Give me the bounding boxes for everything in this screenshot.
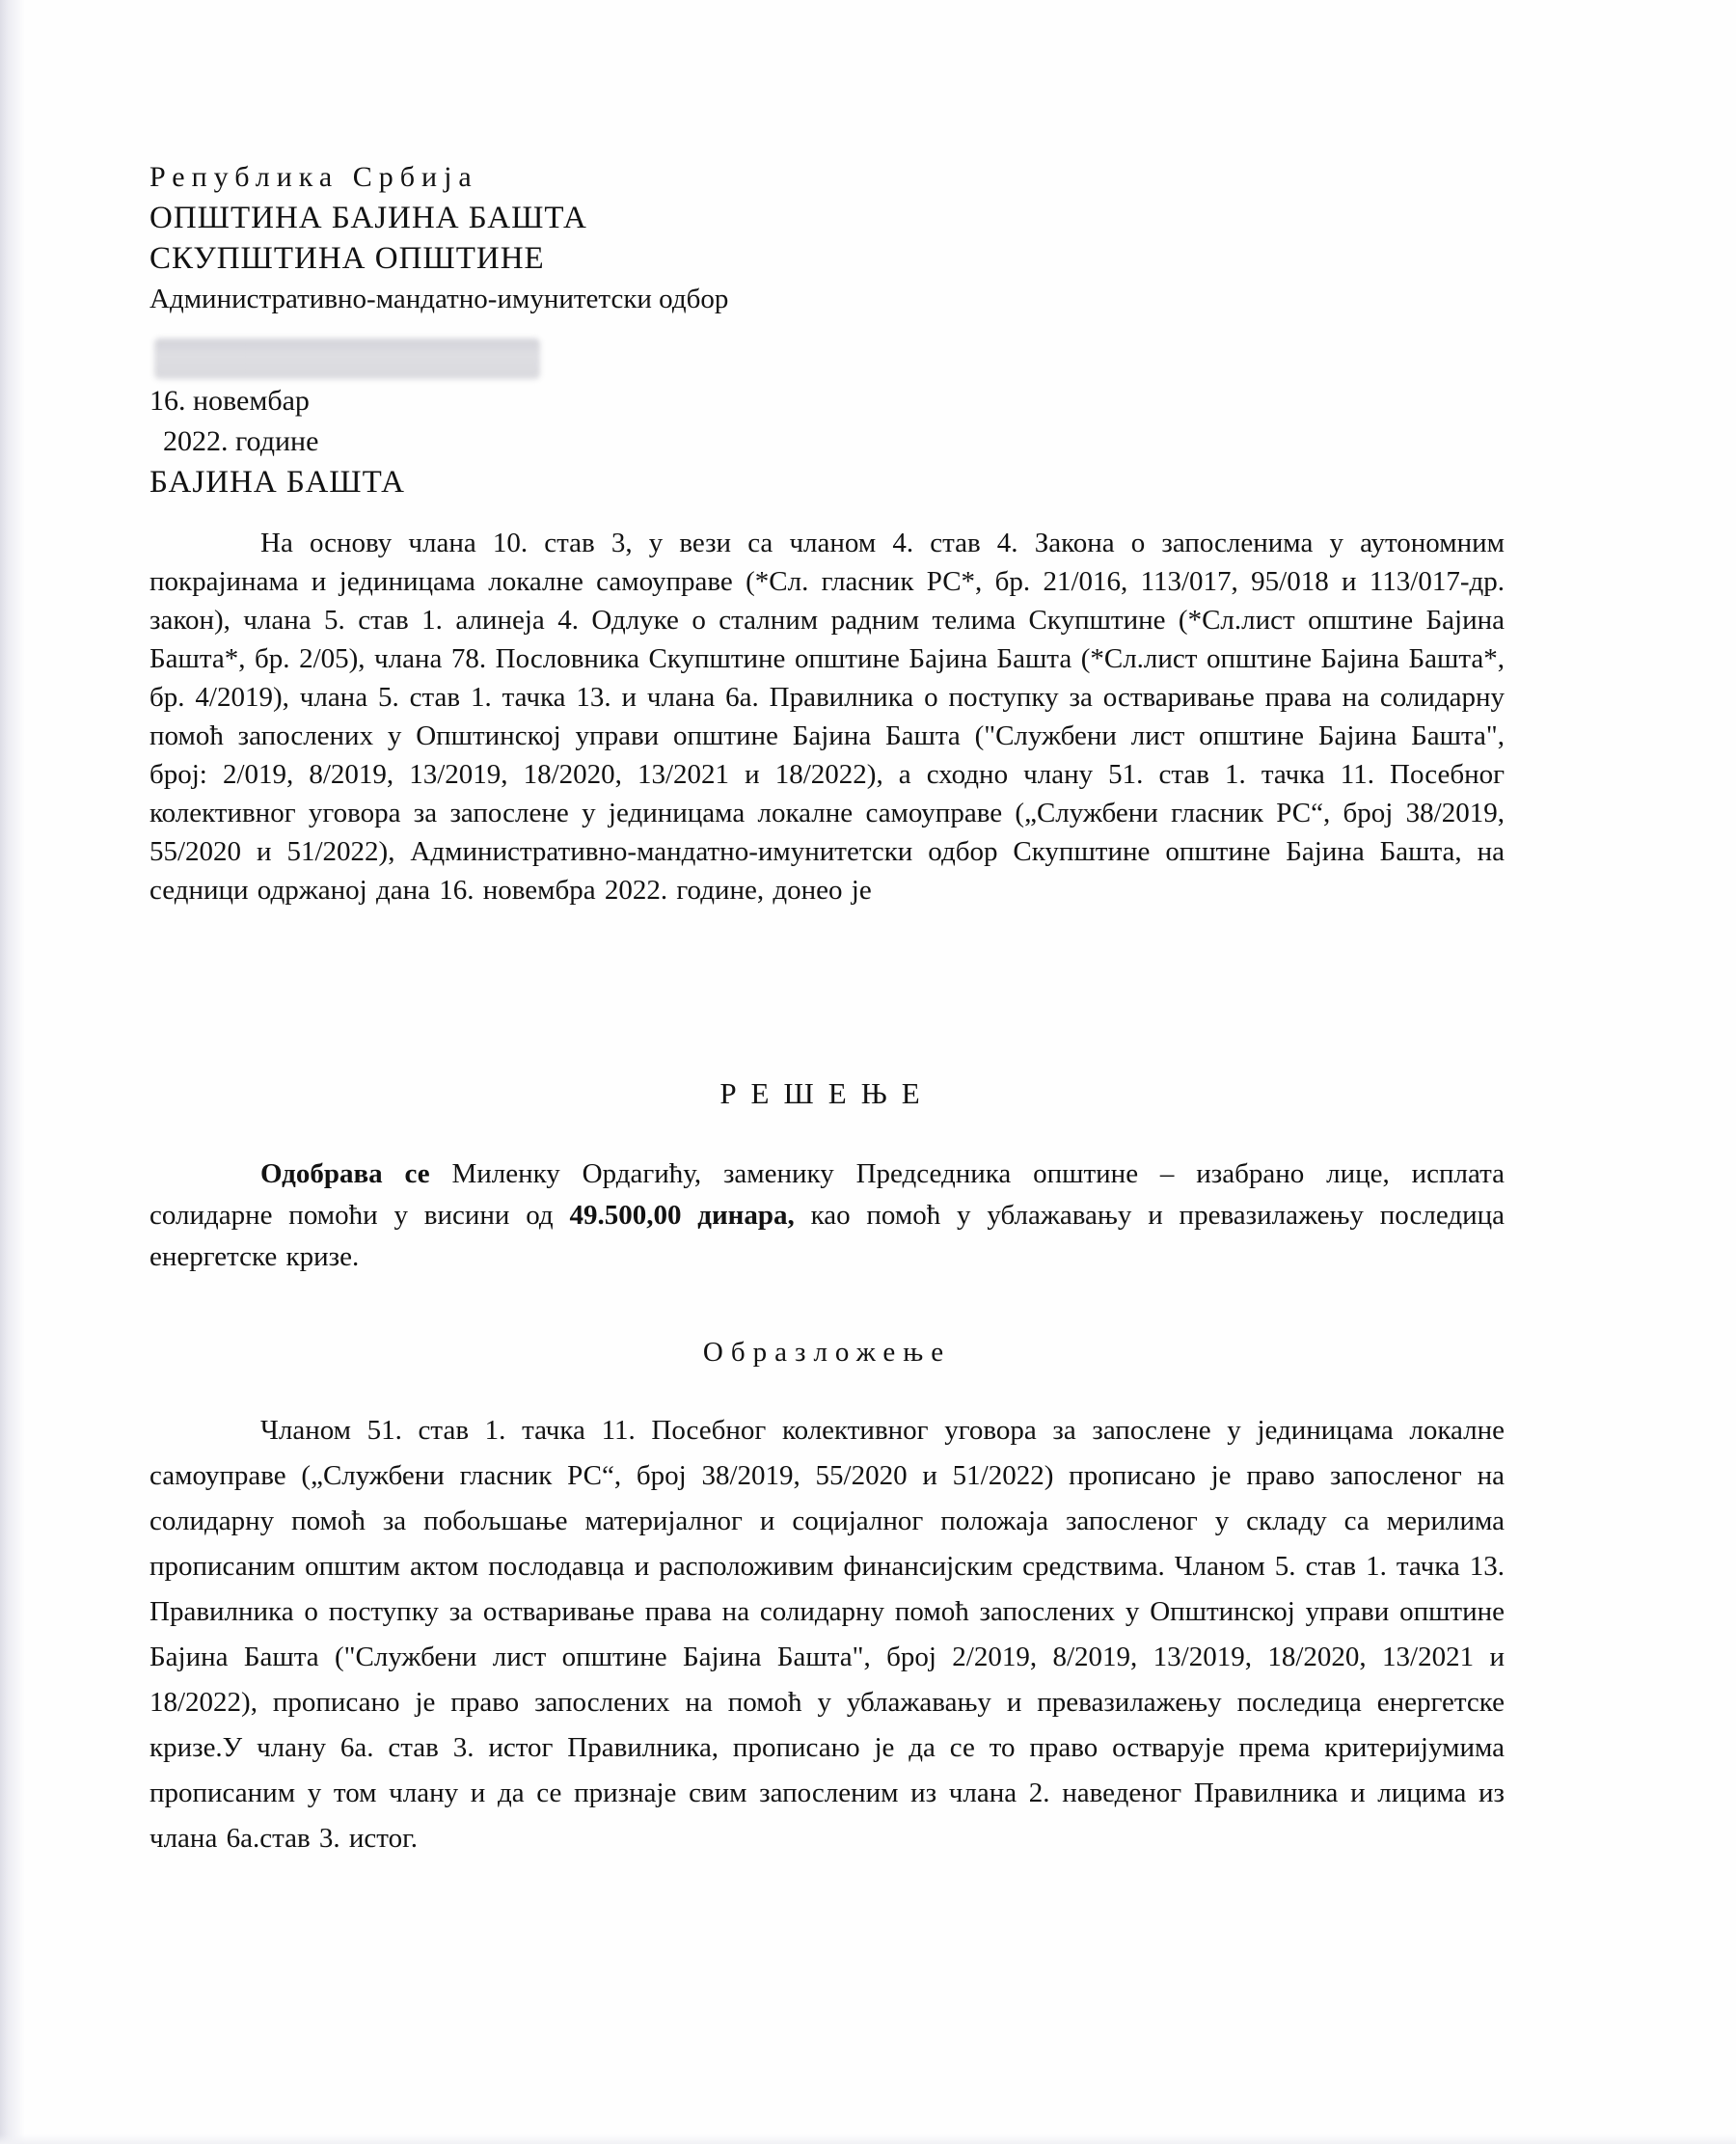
decision-paragraph	[149, 1153, 1505, 1278]
letterhead-municipality: ОПШТИНА БАЈИНА БАШТА	[149, 201, 587, 235]
decision-text-tail: као помоћ у ублажавању и превазилажењу последица енергетске кризе.	[149, 1200, 1505, 1272]
decision-text-mid: Миленку Ордагићу, заменику Председника општине – изабрано лице, исплата солидарне помоћи у висини од	[149, 1158, 1505, 1231]
letterhead-assembly: СКУПШТИНА ОПШТИНЕ	[149, 241, 545, 276]
explanation-paragraph: Чланом 51. став 1. тачка 11. Посебног колективног уговора за запослене у јединицама локалне самоуправе („Службени гласник РС“, број 38/2019, 55/2020 и 51/2022) прописано је право запосленог на солидарну помоћ за побољшање материјалног и социјалног положаја запосленог у складу са мерилима прописаним општим актом послодавца и расположивим финансијским средствима. Чланом 5. став 1. тачка 13. Правилника о поступку за остваривање права на солидарну помоћ запослених у Општинској управи општине Бајина Башта ("Службени лист општине Бајина Башта", број 2/2019, 8/2019, 13/2019, 18/2020, 13/2021 и 18/2022), прописано је право запослених на помоћ у ублажавању и превазилажењу последица енергетске кризе.У члану 6а. став 3. истог Правилника, прописано је да се то право остварује према критеријумима прописаним у том члану и да се признаје свим запосленим из члана 2. наведеног Правилника и лицима из члана 6а.став 3. истог.	[149, 1415, 1505, 1854]
letterhead-committee: Административно-мандатно-имунитетски одбор	[149, 284, 729, 314]
letterhead-republic: Република Србија	[149, 161, 478, 193]
intro-paragraph: На основу члана 10. став 3, у вези са чланом 4. став 4. Закона о запосленима у аутономним покрајинама и јединицама локалне самоуправе (*Сл. гласник РС*, бр. 21/016, 113/017, 95/018 и 113/017-др. закон), члана 5. став 1. алинеја 4. Одлуке о сталним радним телима Скупштине (*Сл.лист општине Бајина Башта*, бр. 2/05), члана 78. Пословника Скупштине општине Бајина Башта (*Сл.лист општине Бајина Башта*, бр. 4/2019), члана 5. став 1. тачка 13. и члана 6а. Правилника о поступку за остваривање права на солидарну помоћ запослених у Општинској управи општине Бајина Башта ("Службени лист општине Бајина Башта", број: 2/019, 8/2019, 13/2019, 18/2020, 13/2021 и 18/2022), а сходно члану 51. став 1. тачка 11. Посебног колективног уговора за запослене у јединицама локалне самоуправе („Службени гласник РС“, број 38/2019, 55/2020 и 51/2022), Административно-мандатно-имунитетски одбор Скупштине општине Бајина Башта, на седници одржаној дана 16. новембра 2022. године, донео је	[149, 528, 1505, 906]
decision-amount-bold: 49.500,00 динара,	[569, 1200, 795, 1231]
decision-heading: РЕШЕЊЕ	[719, 1076, 935, 1110]
letterhead	[149, 157, 728, 319]
place-name: БАЈИНА БАШТА	[149, 465, 405, 500]
date-place-block	[149, 381, 405, 502]
date-day-month: 16. новембар	[149, 385, 310, 417]
date-year: 2022. године	[163, 425, 319, 457]
decision-lead-bold: Одобрава се	[260, 1158, 430, 1189]
explanation-heading: Образложење	[702, 1337, 952, 1368]
redacted-region	[154, 339, 540, 379]
